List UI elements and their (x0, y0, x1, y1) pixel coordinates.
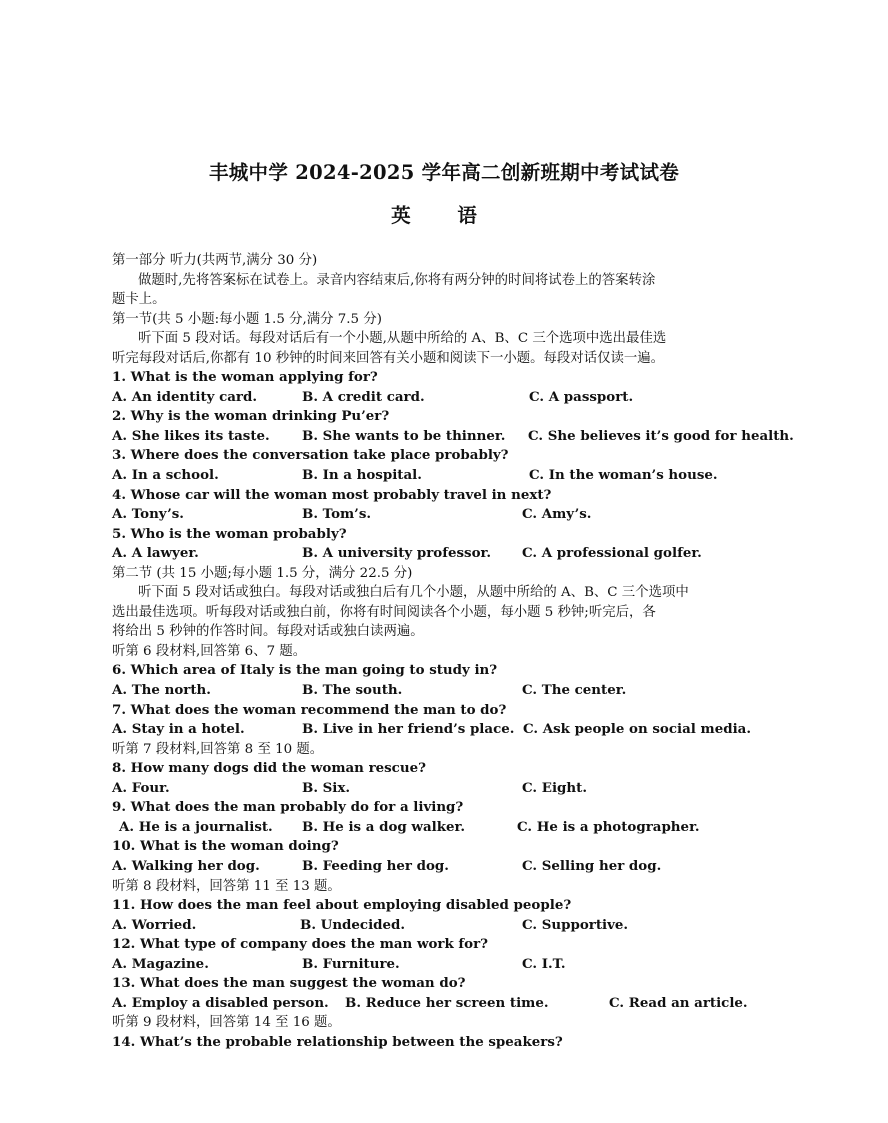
option-a: A. Four. (112, 779, 170, 796)
option-row (112, 994, 748, 1014)
instruction-line: 将给出 5 秒钟的作答时间。每段对话或独白读两遍。 (112, 624, 424, 640)
option-c: C. Ask people on social media. (523, 721, 752, 738)
option-b: B. Undecided. (300, 916, 406, 933)
option-row (112, 857, 738, 877)
option-a: A. Tony’s. (112, 506, 184, 523)
option-c: C. The center. (522, 682, 627, 699)
question-text: 9. What does the man probably do for a living? (112, 799, 464, 816)
option-c: C. Amy’s. (522, 506, 592, 523)
instruction-line: 听下面 5 段对话。每段对话后有一个小题,从题中所给的 A、B、C 三个选项中选出最佳选 (138, 331, 667, 347)
option-c: C. Selling her dog. (522, 857, 662, 874)
option-a: A. She likes its taste. (112, 427, 270, 444)
option-c: C. A passport. (529, 388, 634, 405)
option-c: C. I.T. (522, 955, 566, 972)
section-heading: 第一节(共 5 小题:每小题 1.5 分,满分 7.5 分) (112, 311, 382, 327)
option-b: B. In a hospital. (302, 467, 422, 484)
exam-content (112, 251, 794, 1052)
option-row (112, 544, 738, 564)
option-a: A. Magazine. (112, 955, 209, 972)
instruction-line: 选出最佳选项。听每段对话或独白前，你将有时间阅读各个小题，每小题 5 秒钟;听完后，各 (112, 604, 656, 620)
exam-title: 丰城中学 2024-2025 学年高二创新班期中考试试卷 (208, 161, 680, 184)
question-text: 11. How does the man feel about employing disabled people? (112, 897, 572, 914)
option-b: B. Furniture. (302, 955, 400, 972)
option-c: C. A professional golfer. (522, 545, 702, 562)
question-text: 13. What does the man suggest the woman do? (112, 975, 466, 992)
option-b: B. Six. (302, 779, 351, 796)
material-heading: 听第 6 段材料,回答第 6、7 题。 (112, 643, 307, 659)
option-row (112, 916, 738, 936)
option-c: C. He is a photographer. (517, 818, 700, 835)
instruction-line: 听完每段对话后,你都有 10 秒钟的时间来回答有关小题和阅读下一小题。每段对话仅读一遍。 (112, 350, 665, 366)
question-text: 3. Where does the conversation take place probably? (112, 447, 509, 464)
option-c: C. She believes it’s good for health. (528, 427, 794, 444)
option-b: B. A university professor. (302, 545, 491, 562)
question-text: 12. What type of company does the man work for? (112, 936, 488, 953)
option-row (112, 955, 738, 975)
option-row (112, 466, 738, 486)
option-row (112, 818, 738, 838)
question-text: 8. How many dogs did the woman rescue? (112, 760, 426, 777)
option-a: A. He is a journalist. (119, 818, 273, 835)
material-heading: 听第 8 段材料，回答第 11 至 13 题。 (112, 878, 341, 894)
option-b: B. The south. (302, 682, 403, 699)
option-a: A. An identity card. (112, 388, 258, 405)
question-text: 10. What is the woman doing? (112, 838, 339, 855)
option-a: A. Employ a disabled person. (112, 994, 329, 1011)
option-a: A. The north. (112, 682, 211, 699)
option-b: B. He is a dog walker. (302, 818, 465, 835)
option-b: B. Live in her friend’s place. (302, 721, 515, 738)
question-text: 1. What is the woman applying for? (112, 369, 378, 386)
option-b: B. Reduce her screen time. (345, 994, 549, 1011)
option-b: B. She wants to be thinner. (302, 427, 506, 444)
question-text: 14. What’s the probable relationship between the speakers? (112, 1033, 563, 1050)
option-row (112, 505, 738, 525)
option-c: C. Supportive. (522, 916, 629, 933)
instruction-line: 听下面 5 段对话或独白。每段对话或独白后有几个小题，从题中所给的 A、B、C 三个选项中 (138, 585, 689, 601)
option-c: C. In the woman’s house. (529, 467, 718, 484)
question-text: 2. Why is the woman drinking Pu’er? (112, 408, 390, 425)
option-a: A. Walking her dog. (112, 857, 260, 874)
option-b: B. Feeding her dog. (302, 857, 449, 874)
option-a: A. Worried. (112, 916, 197, 933)
option-b: B. A credit card. (302, 388, 425, 405)
material-heading: 听第 7 段材料,回答第 8 至 10 题。 (112, 741, 324, 757)
option-row (112, 427, 794, 447)
option-row (112, 681, 738, 701)
question-text: 5. Who is the woman probably? (112, 525, 347, 542)
option-c: C. Eight. (522, 779, 587, 796)
material-heading: 听第 9 段材料，回答第 14 至 16 题。 (112, 1015, 341, 1031)
subject-title: 英 语 (391, 204, 497, 227)
part-heading: 第一部分 听力(共两节,满分 30 分) (112, 253, 318, 268)
instruction-line: 题卡上。 (112, 292, 166, 308)
option-row (112, 720, 752, 740)
option-a: A. In a school. (112, 467, 219, 484)
option-b: B. Tom’s. (302, 506, 372, 523)
section-heading: 第二节 (共 15 小题;每小题 1.5 分，满分 22.5 分) (112, 565, 413, 581)
question-text: 4. Whose car will the woman most probably travel in next? (112, 486, 552, 503)
option-a: A. A lawyer. (112, 545, 199, 562)
option-row (112, 779, 738, 799)
question-text: 7. What does the woman recommend the man to do? (112, 701, 507, 718)
option-a: A. Stay in a hotel. (112, 721, 245, 738)
option-row (112, 388, 738, 408)
instruction-line: 做题时,先将答案标在试卷上。录音内容结束后,你将有两分钟的时间将试卷上的答案转涂 (138, 272, 656, 288)
option-c: C. Read an article. (609, 994, 748, 1011)
question-text: 6. Which area of Italy is the man going to study in? (112, 662, 498, 679)
